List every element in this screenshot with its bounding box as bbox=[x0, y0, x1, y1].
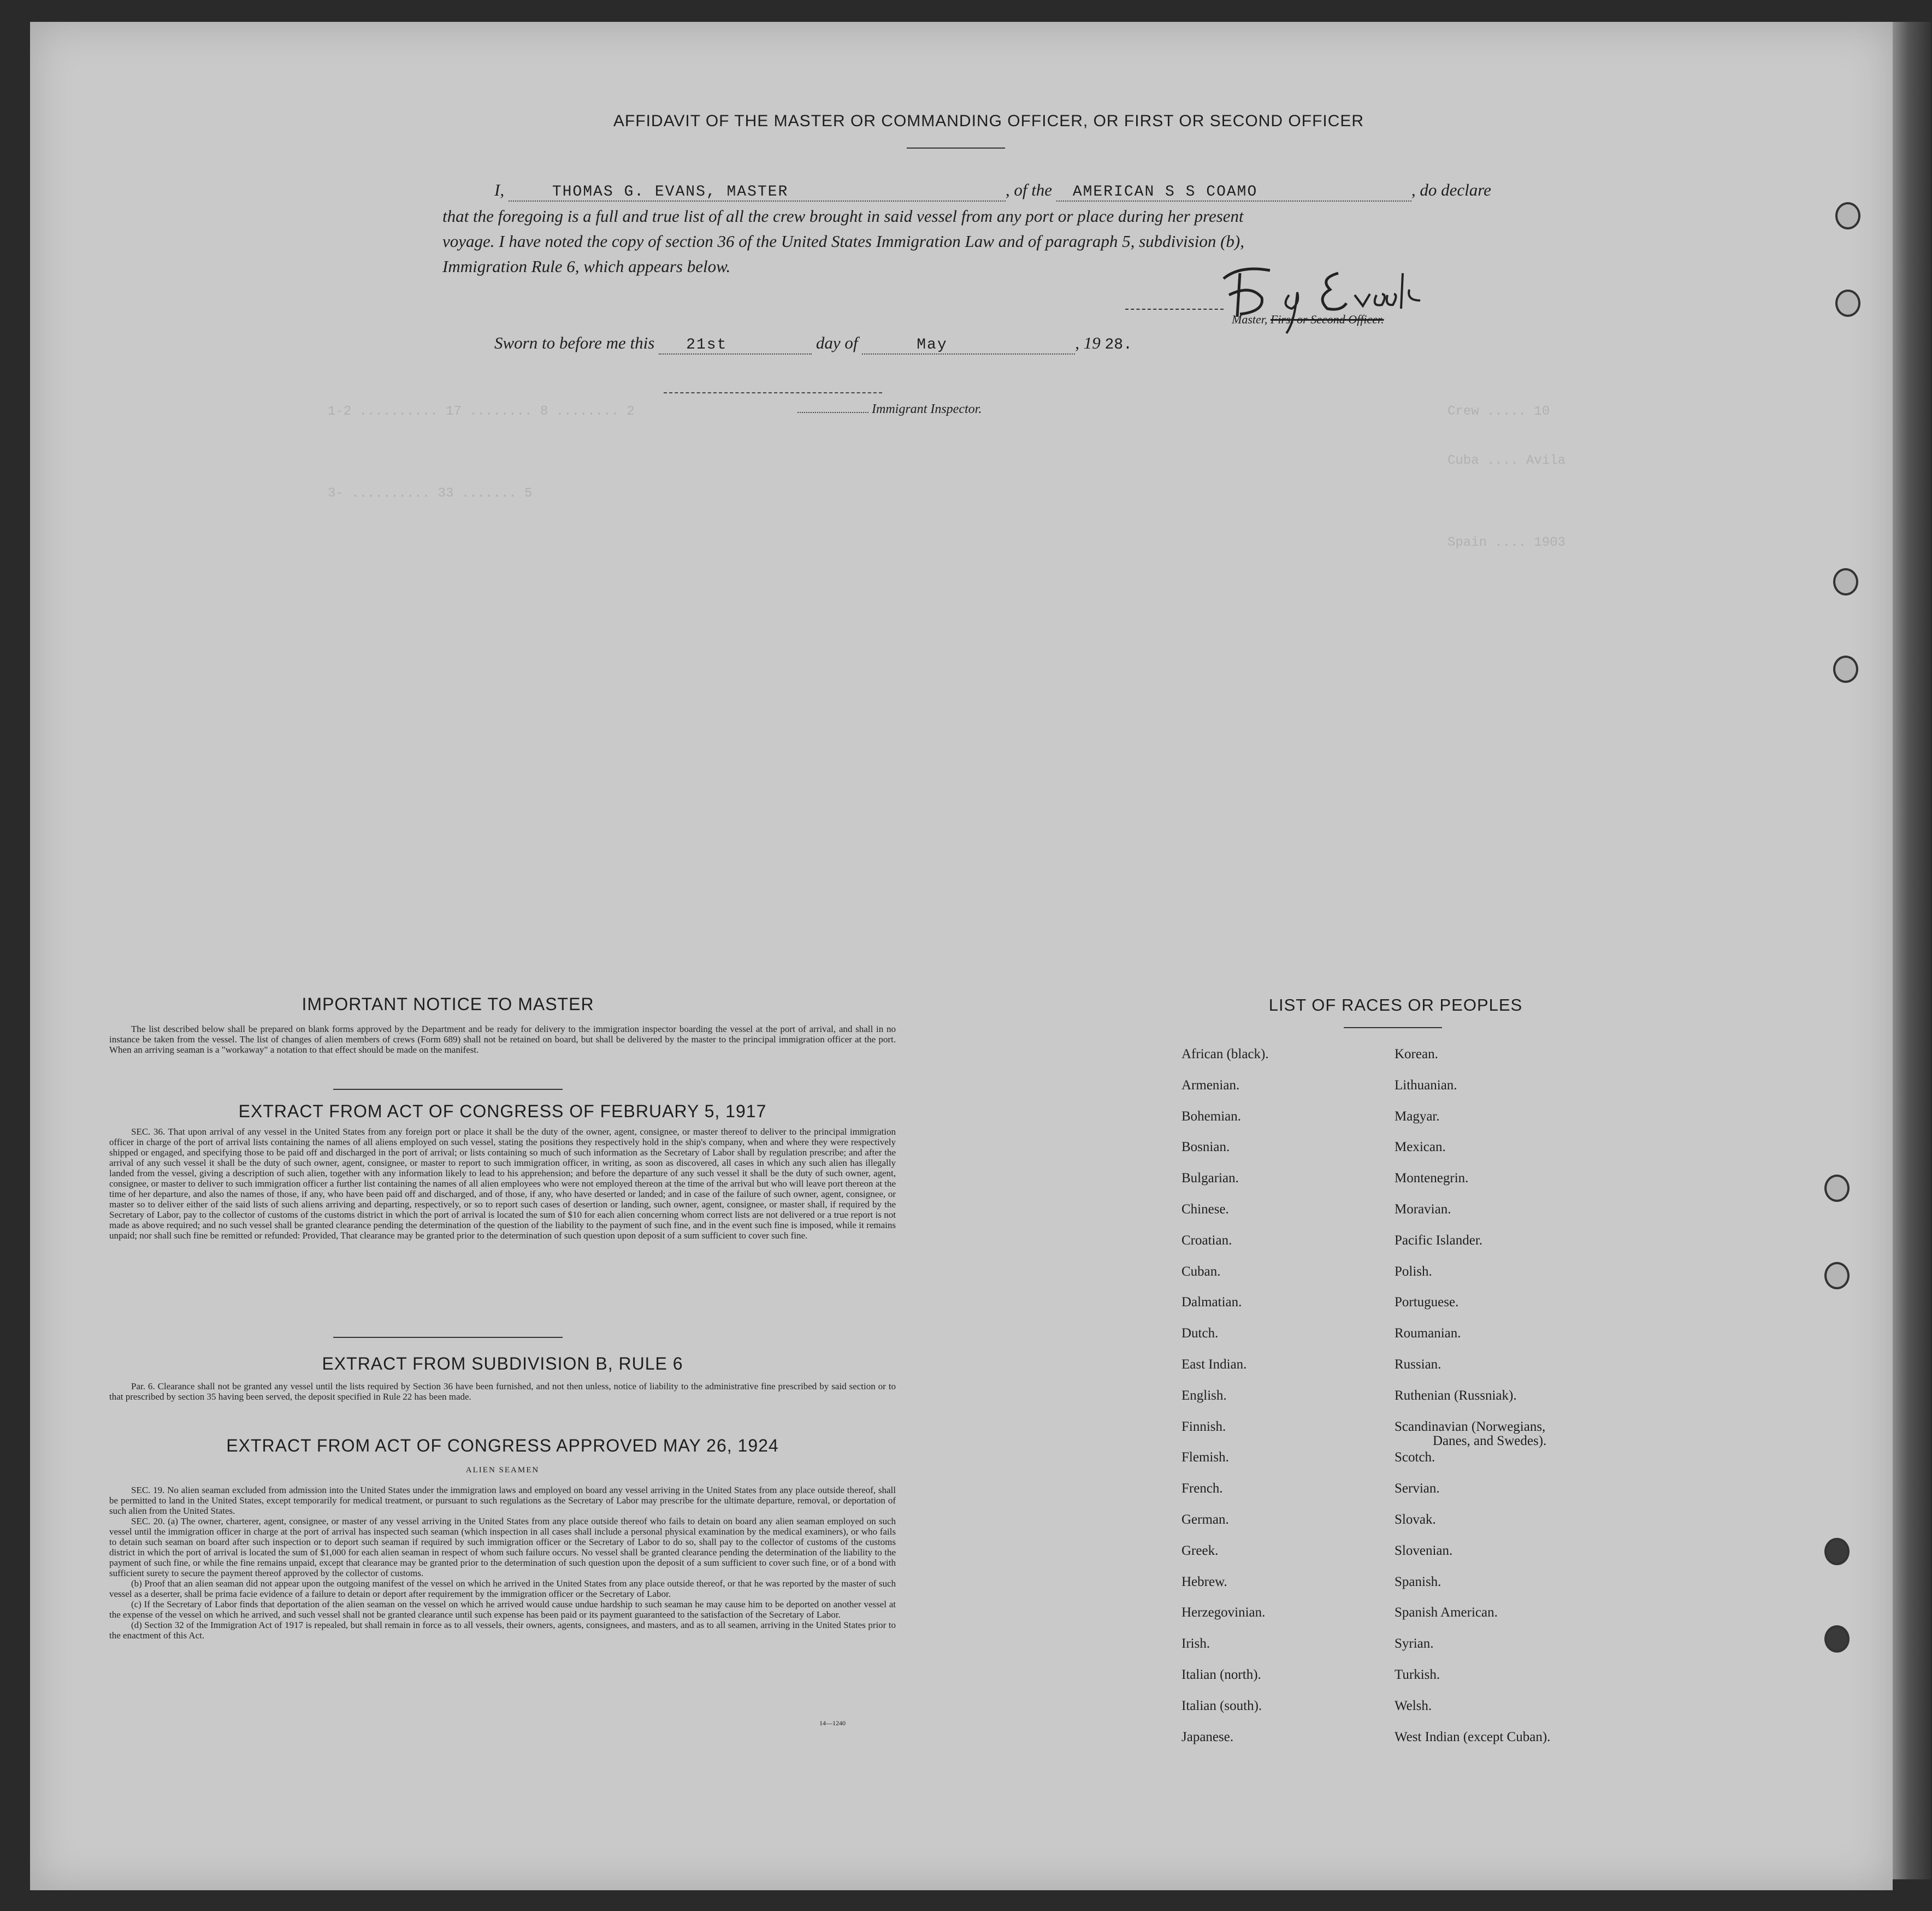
race-item: Ruthenian (Russniak). bbox=[1395, 1388, 1517, 1403]
race-item: Korean. bbox=[1395, 1047, 1438, 1061]
bleed-through: Cuba .... Avila bbox=[1447, 453, 1566, 468]
races-title: LIST OF RACES OR PEOPLES bbox=[1268, 995, 1523, 1015]
race-item: Irish. bbox=[1181, 1636, 1210, 1652]
race-item: Roumanian. bbox=[1395, 1326, 1461, 1341]
signature-caption: Master, First or Second Officer. bbox=[1232, 312, 1384, 326]
race-item: Japanese. bbox=[1181, 1729, 1234, 1744]
sec-20a-paragraph: SEC. 20. (a) The owner, charterer, agent, consignee, or master of any vessel arriving in the United States from any place outside thereof who fails to detain on board any alien seaman employed on such vessel until the immigration officer in charge at the port of arrival has inspected such seaman (which inspection in all cases shall include a personal physical examination by the medical examiners), or who fails to detain such seaman on board after such inspection or to deport such seaman if required by such immigration officer or the Secretary of Labor to do so, shall pay to the collector of customs of the customs district in which the port of arrival is located the sum of $1,000 for each alien seaman in respect of whom such failure occurs. No vessel shall be granted clearance pending the determination of the liability to the payment of such fine, or while the fine remains unpaid, except that clearance may be granted prior to the determination of such question upon the deposit of a sum sufficient to cover such fine, or of a bond with sufficient surety to secure the payment thereof approved by the collector of customs. bbox=[109, 1516, 896, 1578]
race-item: Bulgarian. bbox=[1181, 1171, 1239, 1186]
race-item: Bohemian. bbox=[1181, 1108, 1242, 1124]
extract-1917-body: SEC. 36. That upon arrival of any vessel in the United States from any foreign port or place it shall be the duty of the owner, agent, consignee, or master thereof to deliver to the principal immigration officer in charge of the port of arrival lists containing the names of all aliens employed on such vessel, stating the positions they respectively hold in the ship's company, when and where they were respectively shipped or engaged, and specifying those to be paid off and discharged in the port of arrival; or lists containing so much of such information as the Secretary of Labor shall by regulation prescribe; and after the arrival of any such vessel it shall be the duty of such owner, agent, consignee, or master to report to such immigration officer, in writing, as soon as discovered, all cases in which any such alien has illegally landed from the vessel, giving a description of such alien, together with any information likely to lead to his apprehension; and before the departure of any such vessel it shall be the duty of such owner, agent, consignee, or master to deliver to such immigration officer a further list containing the names of all alien employees who were not employed thereon at the time of the arrival but who will leave port thereon at the time of her departure, and also the names of those, if any, who have been paid off and discharged, and of those, if any, who have deserted or landed; and in case of the failure of such owner, agent, consignee, or master so to deliver either of the said lists of such aliens arriving and departing, respectively, or so to report such cases of desertion or landing, such owner, agent, consignee, or master shall, if required by the Secretary of Labor, pay to the collector of customs of the customs district in which the port of arrival is located the sum of $10 for each alien concerning whom correct lists are not delivered or a true report is not made as above required; and no such vessel shall be granted clearance pending the determination of the question of the liability to the payment of such fine, and in the event such fine is imposed, while it remains unpaid; nor shall such fine be remitted or refunded: Provided, That clearance may be granted prior to the determination of such question upon deposit of a sum sufficient to cover such fine. bbox=[109, 1126, 896, 1241]
race-item: Armenian. bbox=[1181, 1077, 1240, 1093]
sec-20b-paragraph: (b) Proof that an alien seaman did not appear upon the outgoing manifest of the vessel on which he arrived in the United States from any place outside thereof, or that he was reported by the master of such vessel as a deserter, shall be prima facie evidence of a failure to detain or deport after requirement by the immigration officer or the Secretary of Labor. bbox=[109, 1578, 896, 1599]
race-item: Greek. bbox=[1181, 1543, 1219, 1558]
punch-hole bbox=[1824, 1262, 1850, 1289]
bleed-through: 3- .......... 33 ....... 5 bbox=[328, 486, 533, 501]
race-item: Flemish. bbox=[1181, 1450, 1229, 1465]
race-item: Slovenian. bbox=[1395, 1543, 1453, 1558]
race-item: Dalmatian. bbox=[1181, 1295, 1242, 1310]
races-title-rule bbox=[1344, 1027, 1442, 1028]
race-item: French. bbox=[1181, 1481, 1223, 1496]
vessel-field: AMERICAN S S COAMO bbox=[1056, 184, 1411, 202]
rule6-body: Par. 6. Clearance shall not be granted any vessel until the lists required by Section 36 have been furnished, and not then unless, notice of liability to the administrative fine prescribed by said section or to that prescribed by section 35 having been served, the deposit specified in Rule 22 has been made. bbox=[109, 1381, 896, 1402]
pronoun: I, bbox=[494, 180, 505, 199]
punch-hole bbox=[1833, 568, 1858, 595]
races-left-column bbox=[1181, 1046, 1269, 1760]
race-item: African (black). bbox=[1181, 1047, 1269, 1061]
race-item: Italian (south). bbox=[1181, 1698, 1262, 1713]
race-item: German. bbox=[1181, 1512, 1229, 1527]
races-right-column bbox=[1395, 1046, 1550, 1760]
bleed-through: 1-2 .......... 17 ........ 8 ........ 2 bbox=[328, 404, 635, 419]
punch-hole bbox=[1835, 290, 1860, 317]
section-rule bbox=[333, 1337, 563, 1338]
notice-title: IMPORTANT NOTICE TO MASTER bbox=[302, 994, 594, 1014]
signature-rule bbox=[1125, 309, 1224, 310]
race-item: Syrian. bbox=[1395, 1636, 1434, 1652]
race-item: Portuguese. bbox=[1395, 1295, 1459, 1310]
declaration-line-4: Immigration Rule 6, which appears below. bbox=[442, 257, 731, 276]
race-item: Spanish American. bbox=[1395, 1605, 1498, 1620]
race-item: Hebrew. bbox=[1181, 1574, 1227, 1589]
race-item: Croatian. bbox=[1181, 1232, 1232, 1248]
race-item: Russian. bbox=[1395, 1356, 1441, 1372]
race-item: Cuban. bbox=[1181, 1264, 1221, 1279]
declaration-line-1 bbox=[494, 180, 1491, 202]
race-item: Turkish. bbox=[1395, 1667, 1440, 1682]
page-edge bbox=[1893, 22, 1931, 1879]
inspector-line bbox=[797, 402, 982, 417]
race-item: Lithuanian. bbox=[1395, 1077, 1457, 1093]
race-item: Servian. bbox=[1395, 1481, 1440, 1496]
race-item: Welsh. bbox=[1395, 1698, 1432, 1713]
bleed-through: Spain .... 1903 bbox=[1447, 535, 1566, 550]
race-item: Italian (north). bbox=[1181, 1667, 1261, 1682]
race-item: Scotch. bbox=[1395, 1450, 1435, 1465]
title-rule bbox=[907, 148, 1005, 149]
day-of-label: day of bbox=[816, 333, 858, 352]
race-item: Mexican. bbox=[1395, 1140, 1446, 1155]
sworn-month-field: May bbox=[862, 337, 1075, 355]
sec-19-paragraph: SEC. 19. No alien seaman excluded from admission into the United States under the immigration laws and employed on board any vessel arriving in the United States from any place outside thereof, shall be permitted to land in the United States, except temporarily for medical treatment, or pursuant to such regulations as the Secretary of Labor may prescribe for the ultimate departure, removal, or deportation of such alien from the United States. bbox=[109, 1485, 896, 1516]
sec-20c-paragraph: (c) If the Secretary of Labor finds that deportation of the alien seaman on the vessel on which he arrived would cause undue hardship to such seaman he may cause him to be deported on another vessel at the expense of the vessel on which he arrived, and such vessel shall not be granted clearance until such expense has been paid or its payment guaranteed to the satisfaction of the Secretary of Labor. bbox=[109, 1599, 896, 1620]
extract-1924-title: EXTRACT FROM ACT OF CONGRESS APPROVED MAY 26, 1924 bbox=[226, 1436, 779, 1455]
sec-20d-paragraph: (d) Section 32 of the Immigration Act of 1917 is repealed, but shall remain in force as to all vessels, their owners, agents, consignees, and masters, and as to all seamen, arriving in the United States prior to the enactment of this Act. bbox=[109, 1620, 896, 1641]
section-rule bbox=[333, 1089, 563, 1090]
year-prefix: , 19 bbox=[1075, 333, 1101, 352]
race-item: Herzegovinian. bbox=[1181, 1605, 1266, 1620]
race-item: Polish. bbox=[1395, 1264, 1432, 1279]
sworn-prefix: Sworn to before me this bbox=[494, 333, 655, 352]
punch-hole bbox=[1833, 656, 1858, 683]
extract-1917-title: EXTRACT FROM ACT OF CONGRESS OF FEBRUARY 5, 1917 bbox=[238, 1101, 767, 1121]
race-item: Chinese. bbox=[1181, 1201, 1229, 1217]
struck-officer-text: First or Second Officer. bbox=[1270, 312, 1384, 326]
race-item: Dutch. bbox=[1181, 1326, 1219, 1341]
notice-body: The list described below shall be prepared on blank forms approved by the Department and be ready for delivery to the immigration inspector boarding the vessel at the port of arrival, and shall in no instance be taken from the vessel. The list of changes of alien members of crews (Form 689) shall not be retained on board, but shall be delivered by the master to the principal immigration officer at the port. When an arriving seaman is a "workaway" a notation to that effect should be made on the manifest. bbox=[109, 1024, 896, 1055]
race-item: Moravian. bbox=[1395, 1201, 1451, 1217]
declaration-line-2: that the foregoing is a full and true list of all the crew brought in said vessel from any port or place during her present bbox=[442, 207, 1244, 226]
sworn-line bbox=[494, 333, 1132, 355]
race-item: East Indian. bbox=[1181, 1356, 1247, 1372]
declaration-line-3: voyage. I have noted the copy of section 36 of the United States Immigration Law and of paragraph 5, subdivision (b), bbox=[442, 232, 1244, 251]
punch-hole bbox=[1835, 202, 1860, 229]
inspector-label: Immigrant Inspector. bbox=[872, 402, 982, 416]
race-item: Bosnian. bbox=[1181, 1140, 1230, 1155]
race-item: Spanish. bbox=[1395, 1574, 1441, 1589]
inspector-rule bbox=[664, 392, 882, 393]
punch-hole bbox=[1824, 1175, 1850, 1202]
extract-1924-body bbox=[109, 1485, 896, 1641]
do-declare-label: , do declare bbox=[1411, 180, 1491, 199]
race-item: Pacific Islander. bbox=[1395, 1232, 1483, 1248]
race-item-scandinavian: Scandinavian (Norwegians, Danes, and Swedes). bbox=[1395, 1419, 1550, 1450]
punch-hole bbox=[1824, 1625, 1850, 1653]
bleed-through: Crew ..... 10 bbox=[1447, 404, 1550, 419]
declarant-field: THOMAS G. EVANS, MASTER bbox=[509, 184, 1006, 202]
race-item: Montenegrin. bbox=[1395, 1171, 1469, 1186]
race-item: West Indian (except Cuban). bbox=[1395, 1729, 1551, 1744]
race-item: Finnish. bbox=[1181, 1419, 1226, 1434]
race-item: Slovak. bbox=[1395, 1512, 1436, 1527]
of-the-label: , of the bbox=[1005, 180, 1053, 199]
race-item: Magyar. bbox=[1395, 1108, 1440, 1124]
race-item: English. bbox=[1181, 1388, 1227, 1403]
form-number: 14—1240 bbox=[819, 1719, 846, 1727]
extract-1924-subtitle: ALIEN SEAMEN bbox=[465, 1466, 540, 1474]
punch-hole bbox=[1824, 1538, 1850, 1565]
year-suffix: 28. bbox=[1104, 337, 1132, 353]
rule6-title: EXTRACT FROM SUBDIVISION B, RULE 6 bbox=[322, 1354, 683, 1373]
sworn-day-field: 21st bbox=[659, 337, 812, 355]
race-item-continuation: Danes, and Swedes). bbox=[1433, 1433, 1547, 1448]
affidavit-title: AFFIDAVIT OF THE MASTER OR COMMANDING OFFICER, OR FIRST OR SECOND OFFICER bbox=[613, 112, 1364, 130]
